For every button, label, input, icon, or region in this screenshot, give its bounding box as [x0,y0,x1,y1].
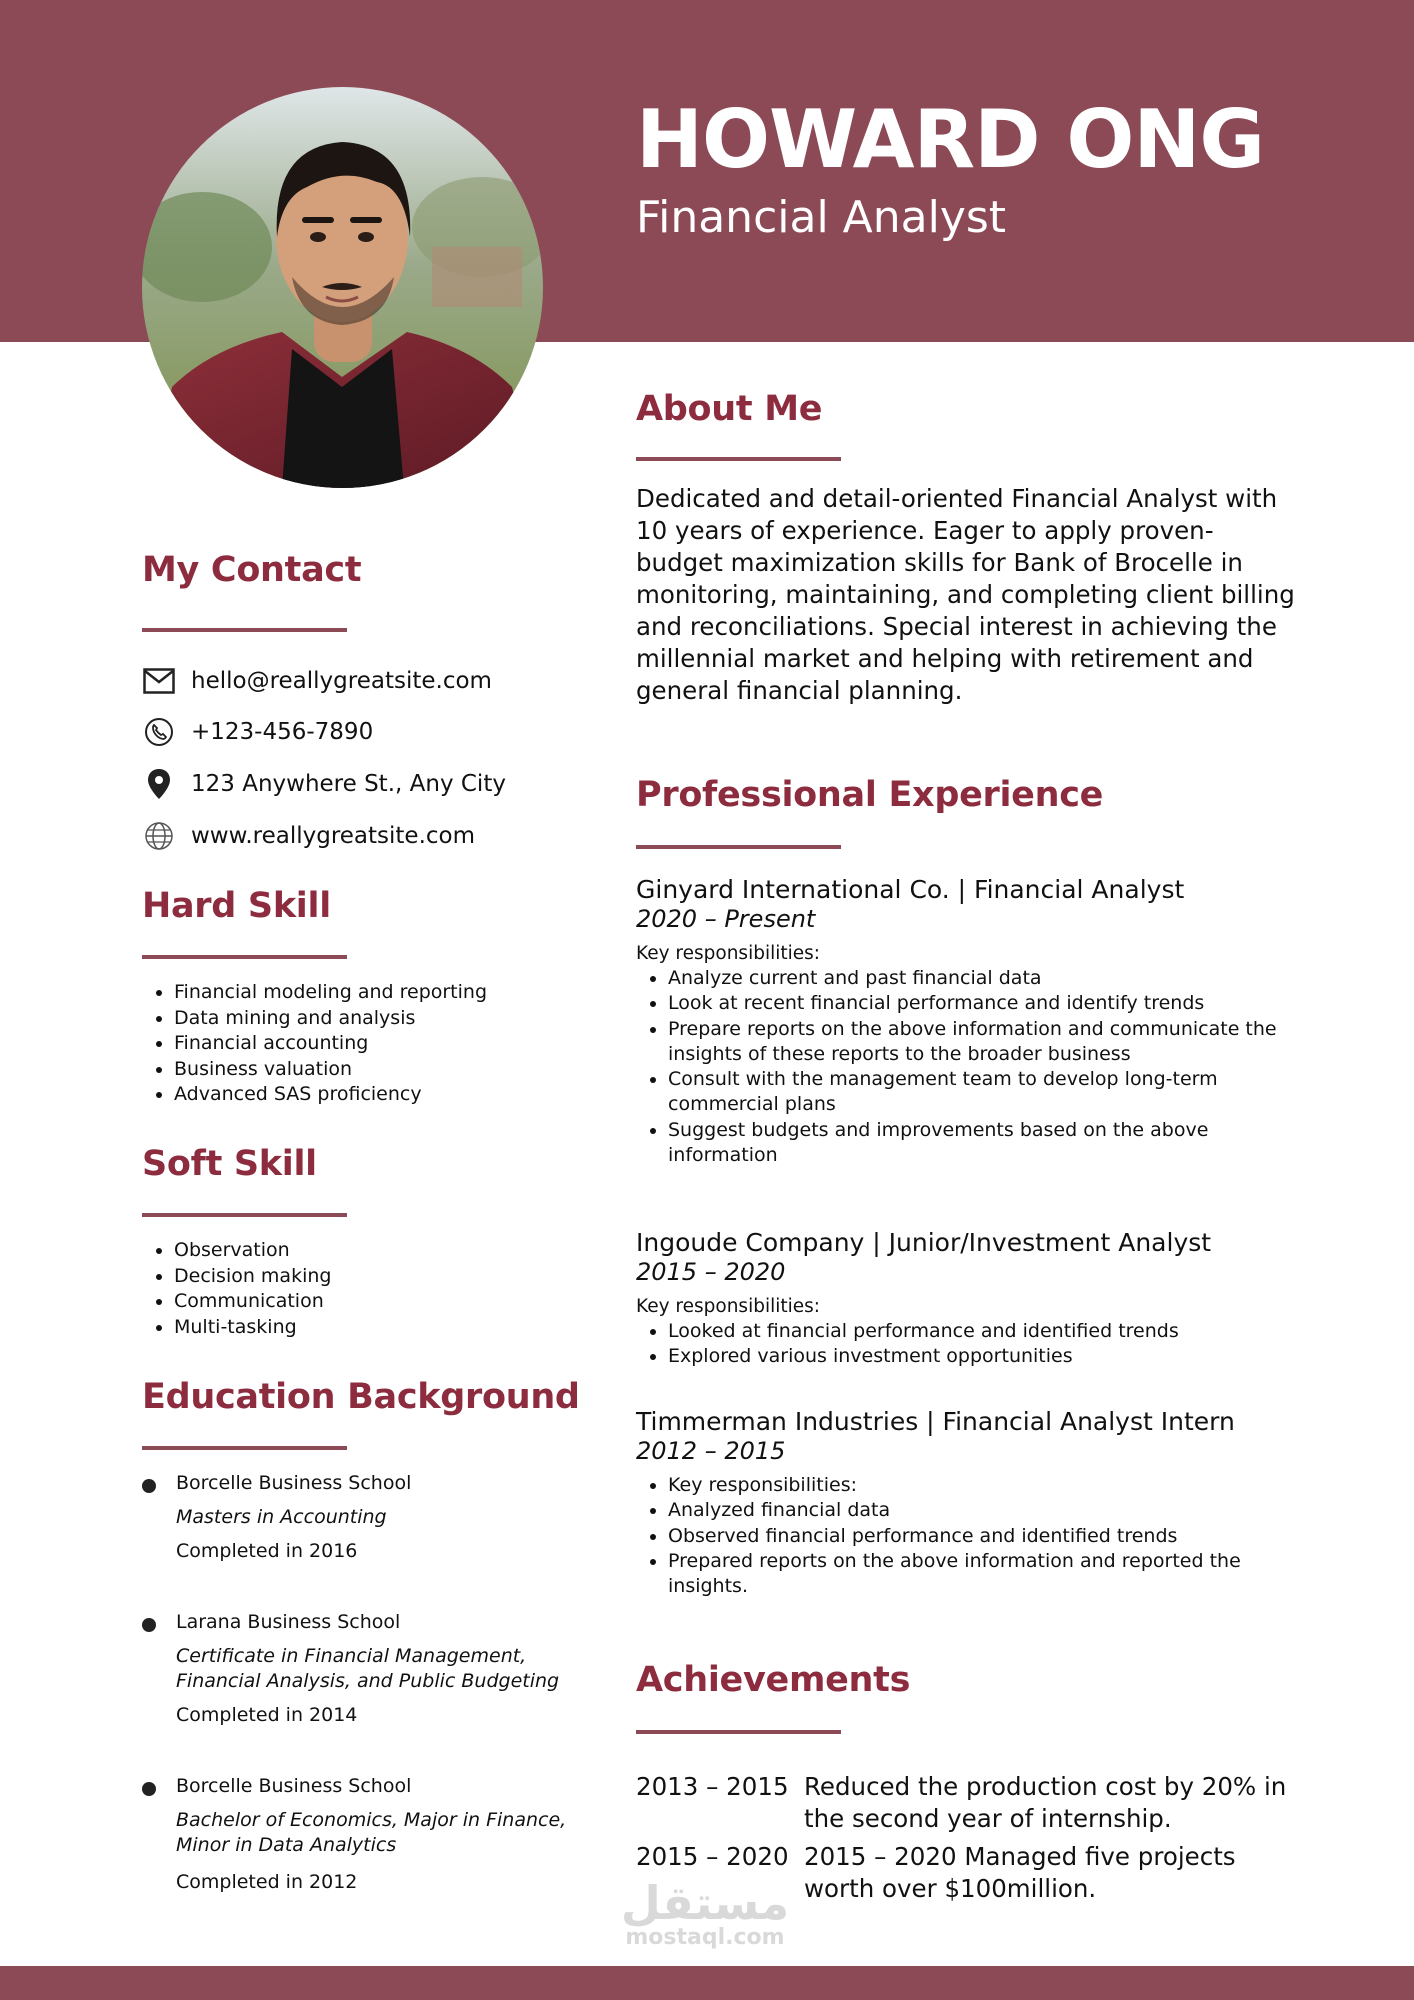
about-heading: About Me [636,389,823,429]
job-dates: 2012 – 2015 [636,1437,786,1465]
location-pin-icon [142,767,176,801]
education-school: Borcelle Business School [176,1472,412,1494]
list-item: • Financial modeling and reporting [174,980,487,1006]
job-title: Ingoude Company | Junior/Investment Analyst [636,1228,1212,1257]
contact-email-text: hello@reallygreatsite.com [191,668,492,694]
achievement-text: Reduced the production cost by 20% in the second year of internship. [804,1772,1287,1833]
job-responsibilities [636,1473,1316,1599]
list-item: • Prepared reports on the above information and reported the insights. [668,1549,1316,1600]
job-responsibilities-label: Key responsibilities: [636,1296,821,1317]
education-degree: Masters in Accounting [176,1506,387,1528]
education-entry [142,1774,566,1895]
phone-icon [142,715,176,749]
job-dates: 2015 – 2020 [636,1258,786,1286]
hard-skill-divider [142,955,347,959]
list-item: • Consult with the management team to develop long-term commercial plans [668,1067,1316,1118]
contact-heading: My Contact [142,550,362,590]
job-entry [636,875,1316,1168]
contact-email[interactable] [142,664,492,698]
soft-skill-heading: Soft Skill [142,1144,317,1184]
contact-website-text: www.reallygreatsite.com [191,823,476,849]
list-item: • Looked at financial performance and identified trends [668,1319,1316,1344]
watermark [600,1876,810,1950]
education-divider [142,1446,347,1450]
job-responsibilities [636,1319,1316,1370]
education-completed: Completed in 2012 [176,1871,358,1893]
footer-banner [0,1966,1414,2000]
achievement-years: 2013 – 2015 [636,1772,789,1801]
profile-title: Financial Analyst [636,192,1007,243]
soft-skill-list [142,1238,331,1340]
education-degree: Bachelor of Economics, Major in Finance, [176,1809,567,1831]
list-item: • Suggest budgets and improvements based on the above information [668,1118,1316,1169]
contact-divider [142,628,347,632]
education-degree: Financial Analysis, and Public Budgeting [176,1670,560,1692]
contact-website[interactable] [142,819,475,853]
list-item: • Advanced SAS proficiency [174,1082,487,1108]
list-item: • Financial accounting [174,1031,487,1057]
education-school: Larana Business School [176,1611,401,1633]
education-school: Borcelle Business School [176,1775,412,1797]
job-responsibilities [636,966,1316,1168]
bullet-dot [142,1479,156,1493]
hard-skill-list [142,980,487,1108]
achievements-heading: Achievements [636,1660,911,1700]
education-entry [142,1471,411,1564]
globe-icon [142,819,176,853]
mail-icon [142,664,176,698]
contact-address-text: 123 Anywhere St., Any City [191,771,506,797]
achievement-text: 2015 – 2020 Managed five projects worth over $100million. [804,1842,1236,1903]
list-item: • Business valuation [174,1057,487,1083]
job-entry [636,1228,1316,1370]
bullet-dot [142,1782,156,1796]
list-item: • Analyze current and past financial data [668,966,1316,991]
contact-phone[interactable] [142,715,373,749]
list-item: • Decision making [174,1264,331,1290]
list-item: • Look at recent financial performance and identify trends [668,991,1316,1016]
profile-photo [142,87,543,488]
achievements-divider [636,1730,841,1734]
list-item: • Explored various investment opportunities [668,1344,1316,1369]
profile-name: HOWARD ONG [636,93,1265,186]
education-completed: Completed in 2016 [176,1540,358,1562]
job-dates: 2020 – Present [636,905,816,933]
achievement-years: 2015 – 2020 [636,1842,789,1871]
education-degree: Minor in Data Analytics [176,1834,397,1856]
education-entry [142,1610,559,1728]
list-item: • Data mining and analysis [174,1006,487,1032]
job-title: Ginyard International Co. | Financial Analyst [636,875,1185,904]
education-completed: Completed in 2014 [176,1704,358,1726]
achievement-row [636,1771,1304,1835]
job-entry [636,1407,1316,1599]
experience-divider [636,845,841,849]
watermark-latin: mostaql.com [625,1925,785,1950]
list-item: • Observation [174,1238,331,1264]
job-title: Timmerman Industries | Financial Analyst Intern [636,1407,1235,1436]
about-text: Dedicated and detail-oriented Financial Analyst with 10 years of experience. Eager to apply proven-budget maximization skills for Bank of Brocelle in monitoring, maintaining, and completing client billing and reconciliations. Special interest in achieving the millennial market and helping with retirement and general financial planning. [636,484,1295,705]
list-item: • Communication [174,1289,331,1315]
list-item: • Analyzed financial data [668,1498,1316,1523]
education-heading: Education Background [142,1377,580,1417]
hard-skill-heading: Hard Skill [142,886,331,926]
list-item: • Prepare reports on the above information and communicate the insights of these reports to the broader business [668,1017,1316,1068]
list-item: • Observed financial performance and identified trends [668,1524,1316,1549]
contact-address [142,767,506,801]
contact-phone-text: +123-456-7890 [191,719,374,745]
soft-skill-divider [142,1213,347,1217]
watermark-arabic: مستقل [620,1876,790,1930]
education-degree: Certificate in Financial Management, [176,1645,527,1667]
about-divider [636,457,841,461]
experience-heading: Professional Experience [636,775,1104,815]
list-item: • Multi-tasking [174,1315,331,1341]
job-responsibilities-label: Key responsibilities: [636,943,821,964]
bullet-dot [142,1618,156,1632]
list-item: • Key responsibilities: [668,1473,1316,1498]
